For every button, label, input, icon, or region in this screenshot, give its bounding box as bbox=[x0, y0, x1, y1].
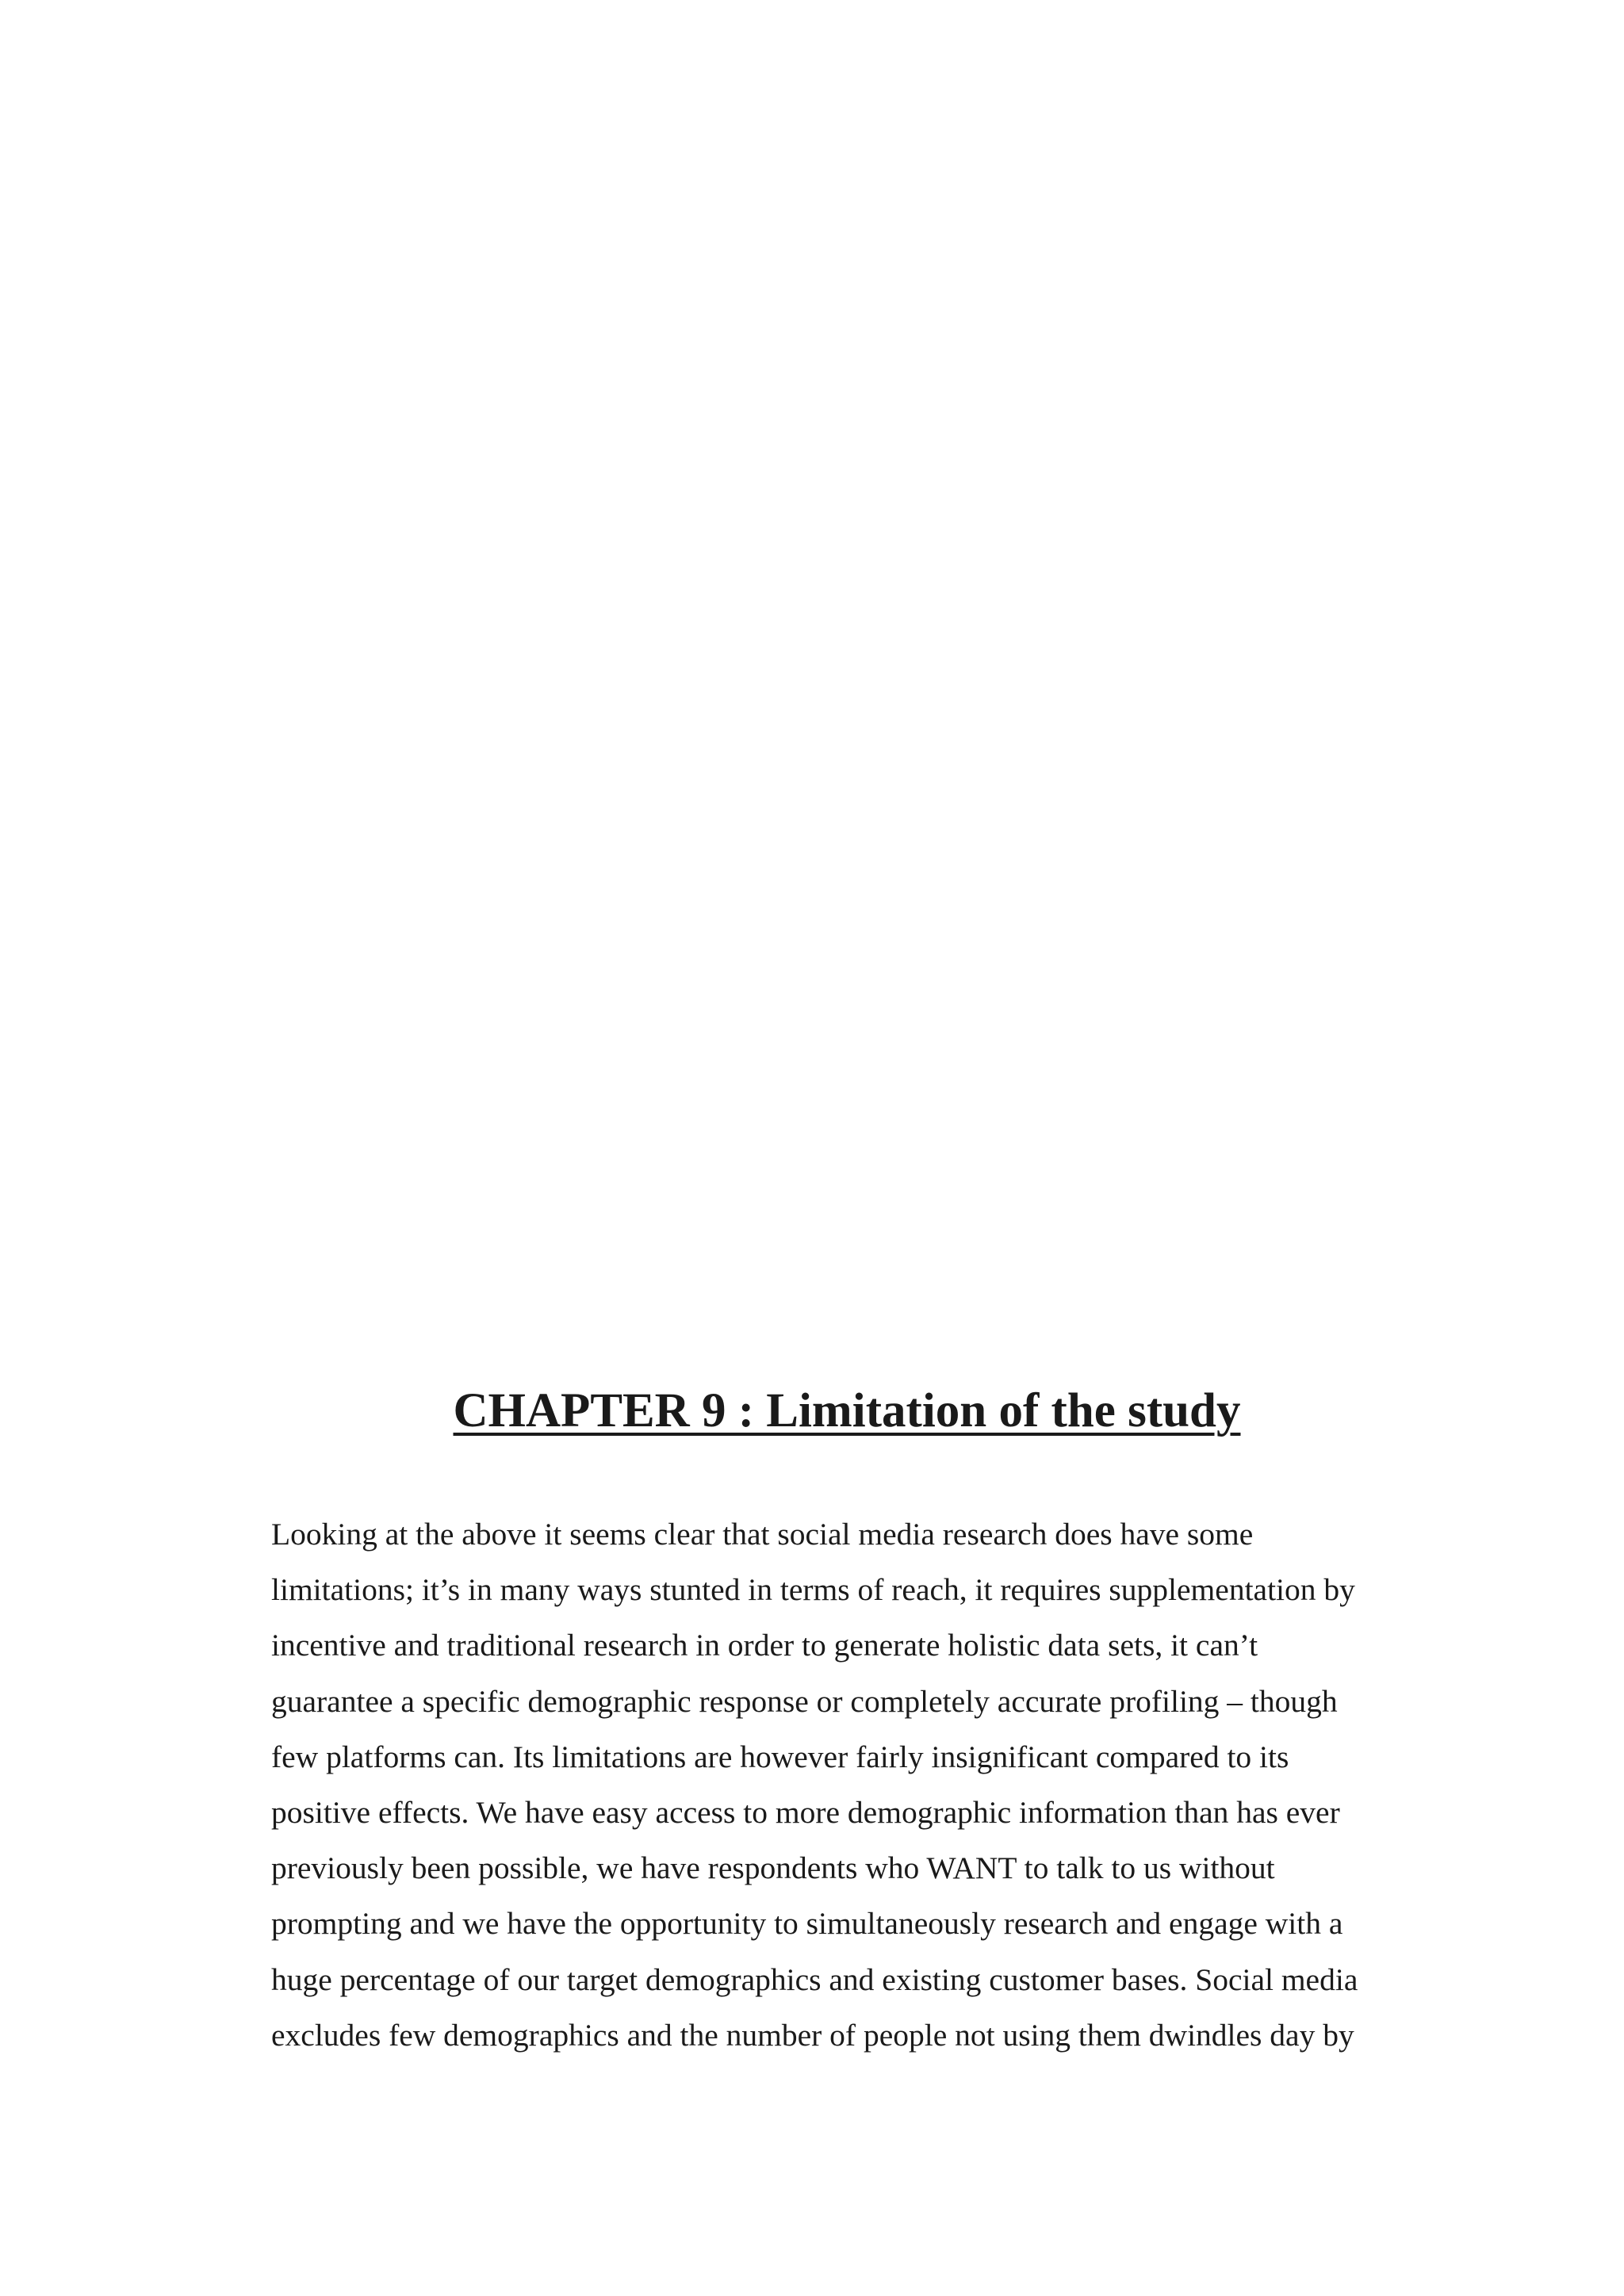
paragraph-line: huge percentage of our target demographics and existing customer bases. Social media bbox=[271, 1961, 1358, 1997]
paragraph-line: incentive and traditional research in order to generate holistic data sets, it can’t bbox=[271, 1628, 1258, 1663]
paragraph-line: previously been possible, we have respondents who WANT to talk to us without bbox=[271, 1850, 1275, 1886]
paragraph-line: prompting and we have the opportunity to simultaneously research and engage with a bbox=[271, 1906, 1343, 1942]
body-paragraph bbox=[271, 1506, 1445, 2063]
paragraph-line: Looking at the above it seems clear that social media research does have some bbox=[271, 1517, 1254, 1552]
paragraph-line: guarantee a specific demographic response or completely accurate profiling – though bbox=[271, 1683, 1338, 1719]
paragraph-line: few platforms can. Its limitations are however fairly insignificant compared to its bbox=[271, 1739, 1289, 1774]
chapter-title: CHAPTER 9 : Limitation of the study bbox=[453, 1384, 1241, 1437]
paragraph-line: limitations; it’s in many ways stunted in terms of reach, it requires supplementation by bbox=[271, 1572, 1355, 1608]
paragraph-line: positive effects. We have easy access to more demographic information than has ever bbox=[271, 1795, 1340, 1831]
paragraph-line: excludes few demographics and the number of people not using them dwindles day by bbox=[271, 2017, 1354, 2053]
